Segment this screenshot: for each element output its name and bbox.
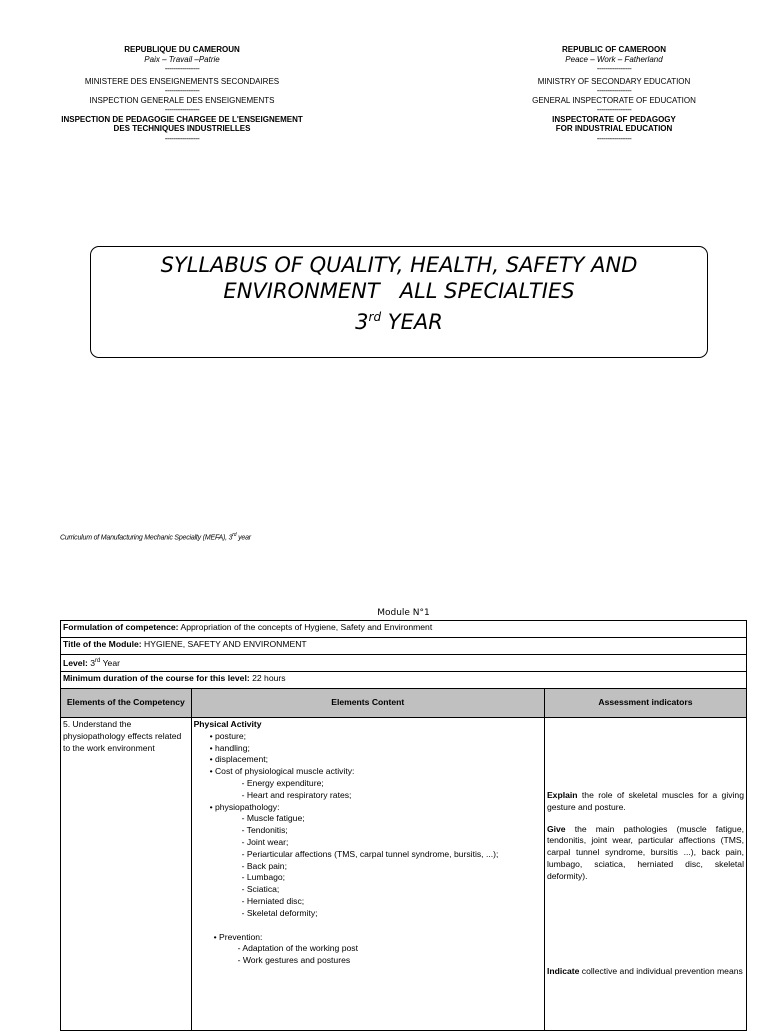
header-left-separator-4: ----------------	[164, 133, 200, 143]
curriculum-note: Curriculum of Manufacturing Mechanic Specialty (MEFA), 3rd year	[60, 532, 251, 542]
indicators-cell	[544, 718, 746, 1031]
list-item: • Prevention:	[213, 931, 263, 942]
header-left-country: REPUBLIQUE DU CAMEROUN	[124, 45, 240, 54]
header-left-motto: Paix – Travail –Patrie	[144, 54, 220, 64]
list-item: • handling;	[209, 742, 250, 753]
list-item: - Back pain;	[241, 860, 287, 871]
level-row: Level: 3rd Year	[61, 655, 747, 672]
col-header-elements: Elements of the Competency	[61, 689, 192, 718]
duration-row: Minimum duration of the course for this level: 22 hours	[61, 672, 747, 689]
list-item: • displacement;	[209, 754, 268, 765]
list-item: - Skeletal deformity;	[241, 907, 318, 918]
list-item: - Adaptation of the working post	[237, 943, 358, 954]
module-title-row: Title of the Module: HYGIENE, SAFETY AND ENVIRONMENT	[61, 638, 747, 655]
syllabus-title-box	[90, 246, 708, 358]
module-label: Module N°1	[377, 608, 430, 618]
list-item: - Heart and respiratory rates;	[241, 789, 352, 800]
indicator-indicate: Indicate collective and individual prevention means	[546, 965, 743, 976]
list-item: - Energy expenditure;	[241, 777, 324, 788]
list-item: - Tendonitis;	[241, 825, 288, 836]
indicator-give: Give the main pathologies (muscle fatigue, tendonitis, joint wear, particular affections (TMS, carpal tunnel syndrome, bursitis ...), back pain, lumbago, sciatica, herniated disc, skeletal deformity).	[546, 823, 744, 881]
header-left-pedagogy-1: INSPECTION DE PEDAGOGIE CHARGEE DE L'ENSEIGNEMENT	[61, 114, 303, 124]
list-item: • posture;	[209, 730, 247, 741]
col-header-indicators: Assessment indicators	[544, 689, 746, 718]
list-item: - Muscle fatigue;	[241, 813, 305, 824]
title-line-1: SYLLABUS OF QUALITY, HEALTH, SAFETY AND	[160, 253, 638, 277]
list-item: - Periarticular affections (TMS, carpal tunnel syndrome, bursitis, ...);	[241, 848, 499, 859]
header-left	[52, 45, 312, 143]
col-header-content: Elements Content	[191, 689, 544, 718]
content-cell	[191, 718, 544, 1031]
header-left-pedagogy-2: DES TECHNIQUES INDUSTRIELLES	[113, 124, 251, 133]
header-left-separator-2: ----------------	[164, 86, 200, 95]
column-header-row	[61, 689, 747, 718]
header-left-separator-3: ----------------	[164, 105, 200, 114]
list-item: • Cost of physiological muscle activity:	[209, 766, 355, 777]
competency-element-cell: 5. Understand the physiopathology effects related to the work environment	[61, 718, 192, 1031]
module-table	[60, 620, 747, 1031]
content-heading: Physical Activity	[193, 719, 262, 729]
header-left-inspection: INSPECTION GENERALE DES ENSEIGNEMENTS	[89, 95, 275, 105]
list-item: - Joint wear;	[241, 836, 289, 847]
header-right-ministry: MINISTRY OF SECONDARY EDUCATION	[537, 76, 691, 86]
title-line-2: ENVIRONMENT ALL SPECIALTIES	[223, 279, 575, 303]
header-right-motto: Peace – Work – Fatherland	[565, 54, 663, 64]
title-line-3: 3rd YEAR	[355, 310, 443, 334]
indicator-explain: Explain the role of skeletal muscles for a giving gesture and posture.	[546, 790, 744, 812]
header-right-inspection: GENERAL INSPECTORATE OF EDUCATION	[532, 95, 696, 105]
table-row	[61, 718, 747, 1031]
list-item: - Sciatica;	[241, 884, 280, 895]
header-left-separator: ----------------	[164, 64, 200, 73]
header-right-separator-2: ----------------	[596, 86, 632, 95]
list-item: - Herniated disc;	[241, 895, 305, 906]
header-left-ministry: MINISTERE DES ENSEIGNEMENTS SECONDAIRES	[84, 76, 280, 86]
list-item: • physiopathology:	[209, 801, 280, 812]
header-right	[484, 45, 744, 143]
header-right-pedagogy-1: INSPECTORATE OF PEDAGOGY	[552, 114, 676, 124]
header-right-pedagogy-2: FOR INDUSTRIAL EDUCATION	[555, 124, 673, 133]
competence-row: Formulation of competence: Appropriation of the concepts of Hygiene, Safety and Environment	[61, 621, 747, 638]
header-right-country: REPUBLIC OF CAMEROON	[562, 45, 666, 54]
header-right-separator: ----------------	[596, 64, 632, 73]
list-item: - Lumbago;	[241, 872, 286, 883]
header-right-separator-4: ----------------	[596, 133, 632, 143]
header-right-separator-3: ----------------	[596, 105, 632, 114]
list-item: - Work gestures and postures	[237, 955, 351, 966]
